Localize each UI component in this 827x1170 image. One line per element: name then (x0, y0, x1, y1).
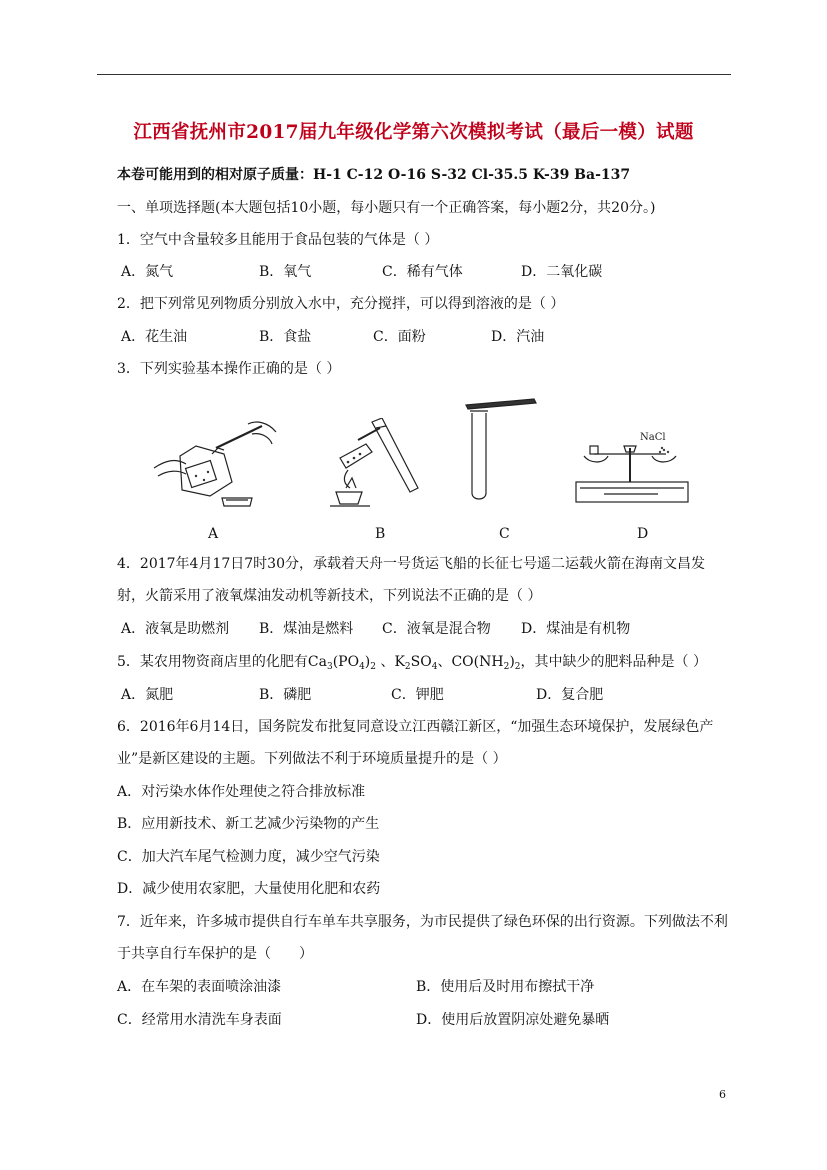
question-4-stem-line2: 射，火箭采用了液氧煤油发动机等新技术，下列说法不正确的是（ ） (117, 588, 542, 604)
q2-option-c: C．面粉 (373, 329, 426, 345)
q5-option-b: B．磷肥 (259, 687, 312, 703)
question-1-stem: 1．空气中含量较多且能用于食品包装的气体是（ ） (117, 232, 439, 248)
question-7-stem-line2: 于共享自行车保护的是（ ） (117, 946, 313, 962)
q7-option-a: A．在车架的表面喷涂油漆 (117, 979, 282, 995)
q5-option-d: D．复合肥 (536, 687, 604, 703)
q1-option-c: C．稀有气体 (382, 264, 463, 280)
exam-title: 江西省抚州市2017届九年级化学第六次模拟考试（最后一模）试题 (133, 122, 694, 143)
figure-label-a: A (208, 526, 219, 542)
q7-option-c: C．经常用水清洗车身表面 (117, 1012, 282, 1028)
q7-option-d: D．使用后放置阴凉处避免暴晒 (416, 1012, 610, 1028)
q4-option-d: D．煤油是有机物 (521, 621, 631, 637)
page-number: 6 (719, 1088, 726, 1101)
q1-option-b: B．氧气 (259, 264, 312, 280)
q7-option-b: B．使用后及时用布擦拭干净 (416, 979, 595, 995)
q5-option-c: C．钾肥 (391, 687, 444, 703)
section-heading: 一、单项选择题(本大题包括10小题，每小题只有一个正确答案，每小题2分，共20分。) (117, 200, 656, 216)
question-6-stem-line2: 业”是新区建设的主题。下列做法不利于环境质量提升的是（ ） (117, 751, 507, 767)
q6-option-b: B．应用新技术、新工艺减少污染物的产生 (117, 816, 380, 832)
question-7-stem-line1: 7．近年来，许多城市提供自行车单车共享服务，为市民提供了绿色环保的出行资源。下列做法不利 (117, 914, 728, 930)
figure-label-d: D (637, 526, 649, 542)
figure-d-balance-nacl (574, 428, 690, 506)
header-rule (97, 74, 731, 75)
question-5-stem: 5．某农用物资商店里的化肥有$Ca_3(PO_4)_2$ 、$K_2SO_4$、$CO(NH_2)_2$，其中缺少的肥料品种是（ ） (117, 654, 707, 672)
figure-label-c: C (499, 526, 510, 542)
q4-option-a: A．液氧是助燃剂 (121, 621, 230, 637)
question-6-stem-line1: 6．2016年6月14日，国务院发布批复同意设立江西赣江新区，“加强生态环境保护，发展绿色产 (117, 719, 714, 735)
q4-option-c: C．液氧是混合物 (382, 621, 491, 637)
figure-c-dropper-tube (462, 397, 542, 502)
q2-option-d: D．汽油 (491, 329, 545, 345)
q6-option-d: D．减少使用农家肥，大量使用化肥和农药 (117, 881, 381, 897)
atomic-masses-line: 本卷可能用到的相对原子质量：H-1 C-12 O-16 S-32 Cl-35.5 K-39 Ba-137 (117, 167, 631, 183)
q4-option-b: B．煤油是燃料 (259, 621, 354, 637)
question-4-stem-line1: 4．2017年4月17日7时30分，承载着天舟一号货运飞船的长征七号遥二运载火箭在海南文昌发 (117, 556, 705, 572)
question-3-stem: 3．下列实验基本操作正确的是（ ） (117, 361, 341, 377)
figure-label-b: B (375, 526, 386, 542)
q5-option-a: A．氮肥 (121, 687, 174, 703)
q1-option-d: D．二氧化碳 (521, 264, 603, 280)
question-2-stem: 2．把下列常见列物质分别放入水中，充分搅拌，可以得到溶液的是（ ） (117, 296, 565, 312)
q2-option-a: A．花生油 (121, 329, 188, 345)
figure-a-pouring-liquid (152, 420, 282, 508)
nacl-label: NaCl (640, 432, 666, 443)
figure-b-heating-tube (326, 418, 426, 510)
q6-option-a: A．对污染水体作处理使之符合排放标准 (117, 784, 366, 800)
q6-option-c: C．加大汽车尾气检测力度，减少空气污染 (117, 849, 380, 865)
q2-option-b: B．食盐 (259, 329, 312, 345)
q1-option-a: A．氮气 (121, 264, 174, 280)
